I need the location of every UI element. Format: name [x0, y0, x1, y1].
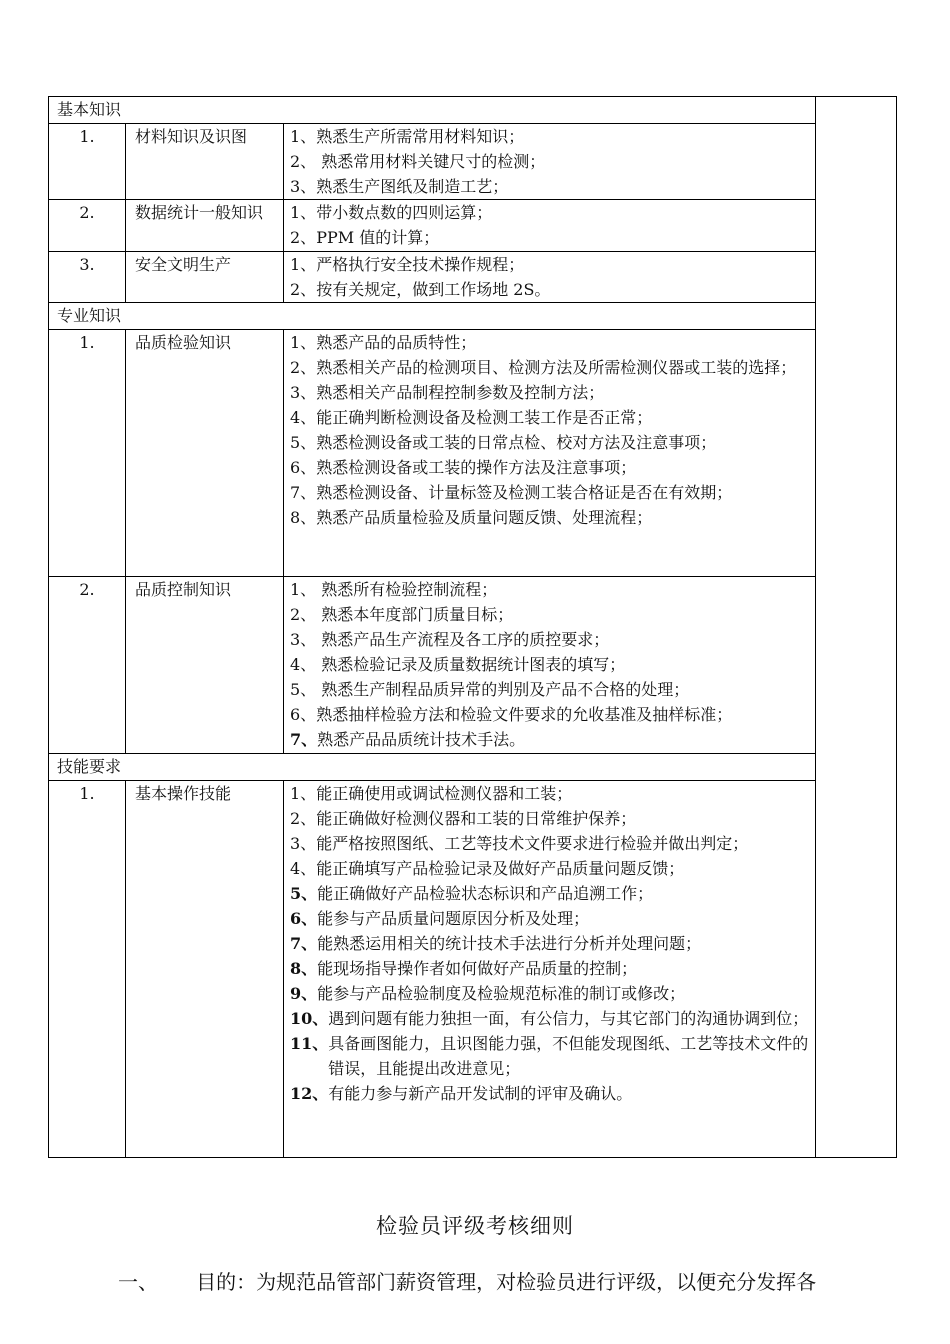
item-number: 1、	[290, 333, 317, 353]
list-item	[290, 881, 809, 906]
item-number: 10、	[290, 1009, 329, 1029]
item-text: 按有关规定，做到工作场地 2S。	[316, 279, 551, 299]
document-title: 检验员评级考核细则	[376, 1214, 574, 1238]
item-number: 3、	[290, 177, 317, 197]
list-item	[290, 627, 809, 652]
list-item	[290, 806, 809, 831]
item-number: 2、	[290, 605, 322, 625]
item-text: 能正确做好产品检验状态标识和产品追溯工作；	[317, 884, 654, 904]
list-item	[290, 380, 809, 405]
item-text: 能严格按照图纸、工艺等技术文件要求进行检验并做出判定；	[316, 834, 749, 854]
item-text: 能熟悉运用相关的统计技术手法进行分析并处理问题；	[317, 934, 702, 954]
item-number: 2、	[290, 279, 317, 299]
row-number: 2.	[49, 200, 126, 251]
section-header: 基本知识	[49, 97, 816, 124]
list-item	[290, 430, 809, 455]
list-item	[290, 577, 809, 602]
item-number: 12、	[290, 1084, 329, 1104]
list-item	[290, 200, 809, 225]
item-number: 4、	[290, 408, 317, 428]
item-number: 7、	[290, 483, 317, 503]
item-text: 熟悉检测设备或工装的操作方法及注意事项；	[316, 458, 637, 478]
item-number: 6、	[290, 909, 318, 929]
item-number: 7、	[290, 934, 318, 954]
list-item	[290, 252, 809, 277]
row-topic: 数据统计一般知识	[126, 200, 284, 251]
row-items	[284, 251, 816, 302]
row-items	[284, 577, 816, 754]
item-text: 具备画图能力，且识图能力强，不但能发现图纸、工艺等技术文件的错误，且能提出改进意见；	[328, 1034, 809, 1079]
item-number: 4、	[290, 655, 322, 675]
list-item	[290, 856, 809, 881]
item-text: 能现场指导操作者如何做好产品质量的控制；	[317, 959, 638, 979]
item-text: 熟悉产品品质统计技术手法。	[317, 730, 526, 750]
list-item	[290, 906, 809, 931]
list-item	[290, 225, 809, 250]
item-number: 1、	[290, 580, 322, 600]
table-row	[49, 251, 897, 302]
row-topic: 品质检验知识	[126, 330, 284, 577]
list-item	[290, 677, 809, 702]
intro-text: 目的：为规范品管部门薪资管理，对检验员进行评级，以便充分发挥各	[196, 1270, 817, 1294]
intro-number: 一、	[118, 1270, 158, 1294]
item-text: 熟悉本年度部门质量目标；	[321, 605, 514, 625]
list-item	[290, 931, 809, 956]
item-text: 熟悉常用材料关键尺寸的检测；	[321, 152, 546, 172]
item-number: 1、	[290, 127, 317, 147]
item-text: 熟悉所有检验控制流程；	[321, 580, 498, 600]
item-number: 2、	[290, 228, 317, 248]
item-text: 熟悉抽样检验方法和检验文件要求的允收基准及抽样标准；	[316, 705, 733, 725]
row-items	[284, 124, 816, 200]
item-text: 熟悉产品生产流程及各工序的质控要求；	[321, 630, 610, 650]
item-text: 熟悉生产所需常用材料知识；	[316, 127, 525, 147]
item-text: 熟悉生产图纸及制造工艺；	[316, 177, 509, 197]
row-number: 1.	[49, 124, 126, 200]
item-text: 熟悉产品的品质特性；	[316, 333, 477, 353]
item-number: 3、	[290, 834, 317, 854]
list-item	[290, 277, 809, 302]
list-item	[290, 602, 809, 627]
row-number: 1.	[49, 781, 126, 1158]
list-item	[290, 405, 809, 430]
list-item	[290, 652, 809, 677]
item-number: 3、	[290, 630, 322, 650]
item-number: 5、	[290, 680, 322, 700]
item-text: 能正确使用或调试检测仪器和工装；	[316, 784, 573, 804]
intro-paragraph	[118, 1266, 816, 1295]
item-text: 熟悉检验记录及质量数据统计图表的填写；	[321, 655, 626, 675]
item-number: 2、	[290, 152, 322, 172]
list-item	[290, 505, 809, 530]
item-text: 遇到问题有能力独担一面，有公信力，与其它部门的沟通协调到位；	[328, 1009, 809, 1029]
list-item	[290, 727, 809, 752]
section-header-row	[49, 754, 897, 781]
list-item	[290, 956, 809, 981]
item-number: 11、	[290, 1034, 329, 1054]
item-number: 8、	[290, 508, 317, 528]
list-item	[290, 1031, 809, 1081]
item-number: 2、	[290, 809, 317, 829]
item-text: 有能力参与新产品开发试制的评审及确认。	[328, 1084, 633, 1104]
requirements-table	[48, 96, 897, 1158]
item-number: 5、	[290, 433, 317, 453]
table-row	[49, 200, 897, 251]
row-topic: 安全文明生产	[126, 251, 284, 302]
item-text: 能正确判断检测设备及检测工装工作是否正常；	[316, 408, 653, 428]
item-text: 熟悉相关产品制程控制参数及控制方法；	[316, 383, 605, 403]
item-number: 1、	[290, 784, 317, 804]
list-item	[290, 831, 809, 856]
item-number: 2、	[290, 358, 317, 378]
item-number: 5、	[290, 884, 318, 904]
row-items	[284, 781, 816, 1158]
item-number: 6、	[290, 458, 317, 478]
row-topic: 材料知识及识图	[126, 124, 284, 200]
list-item	[290, 124, 809, 149]
item-number: 3、	[290, 383, 317, 403]
item-text: 熟悉产品质量检验及质量问题反馈、处理流程；	[316, 508, 653, 528]
item-text: 严格执行安全技术操作规程；	[316, 254, 525, 274]
item-text: 能正确做好检测仪器和工装的日常维护保养；	[316, 809, 637, 829]
list-item	[290, 981, 809, 1006]
item-text: 带小数点数的四则运算；	[316, 203, 493, 223]
item-number: 1、	[290, 203, 317, 223]
list-item	[290, 781, 809, 806]
list-item	[290, 702, 809, 727]
item-text: 熟悉生产制程品质异常的判别及产品不合格的处理；	[321, 680, 690, 700]
item-number: 8、	[290, 959, 318, 979]
item-number: 4、	[290, 859, 317, 879]
item-text: 能参与产品质量问题原因分析及处理；	[317, 909, 590, 929]
row-number: 1.	[49, 330, 126, 577]
list-item	[290, 174, 809, 199]
table-row	[49, 330, 897, 577]
item-text: PPM 值的计算；	[316, 228, 440, 248]
item-text: 熟悉检测设备、计量标签及检测工装合格证是否在有效期；	[316, 483, 733, 503]
row-items	[284, 330, 816, 577]
item-text: 熟悉检测设备或工装的日常点检、校对方法及注意事项；	[316, 433, 717, 453]
list-item	[290, 455, 809, 480]
item-text: 熟悉相关产品的检测项目、检测方法及所需检测仪器或工装的选择；	[316, 358, 797, 378]
row-number: 2.	[49, 577, 126, 754]
item-number: 7、	[290, 730, 318, 750]
item-number: 6、	[290, 705, 317, 725]
item-number: 1、	[290, 254, 317, 274]
row-topic: 品质控制知识	[126, 577, 284, 754]
item-number: 9、	[290, 984, 318, 1004]
list-item	[290, 330, 809, 355]
item-text: 能正确填写产品检验记录及做好产品质量问题反馈；	[316, 859, 685, 879]
table-row	[49, 781, 897, 1158]
blank-side-column	[816, 97, 897, 1158]
table-row	[49, 124, 897, 200]
item-text: 能参与产品检验制度及检验规范标准的制订或修改；	[317, 984, 686, 1004]
list-item	[290, 355, 809, 380]
list-item	[290, 149, 809, 174]
section-header-row	[49, 97, 897, 124]
list-item	[290, 1081, 809, 1106]
section-header-row	[49, 302, 897, 329]
section-header: 技能要求	[49, 754, 816, 781]
row-number: 3.	[49, 251, 126, 302]
list-item	[290, 480, 809, 505]
list-item	[290, 1006, 809, 1031]
row-topic: 基本操作技能	[126, 781, 284, 1158]
table-row	[49, 577, 897, 754]
section-header: 专业知识	[49, 302, 816, 329]
row-items	[284, 200, 816, 251]
